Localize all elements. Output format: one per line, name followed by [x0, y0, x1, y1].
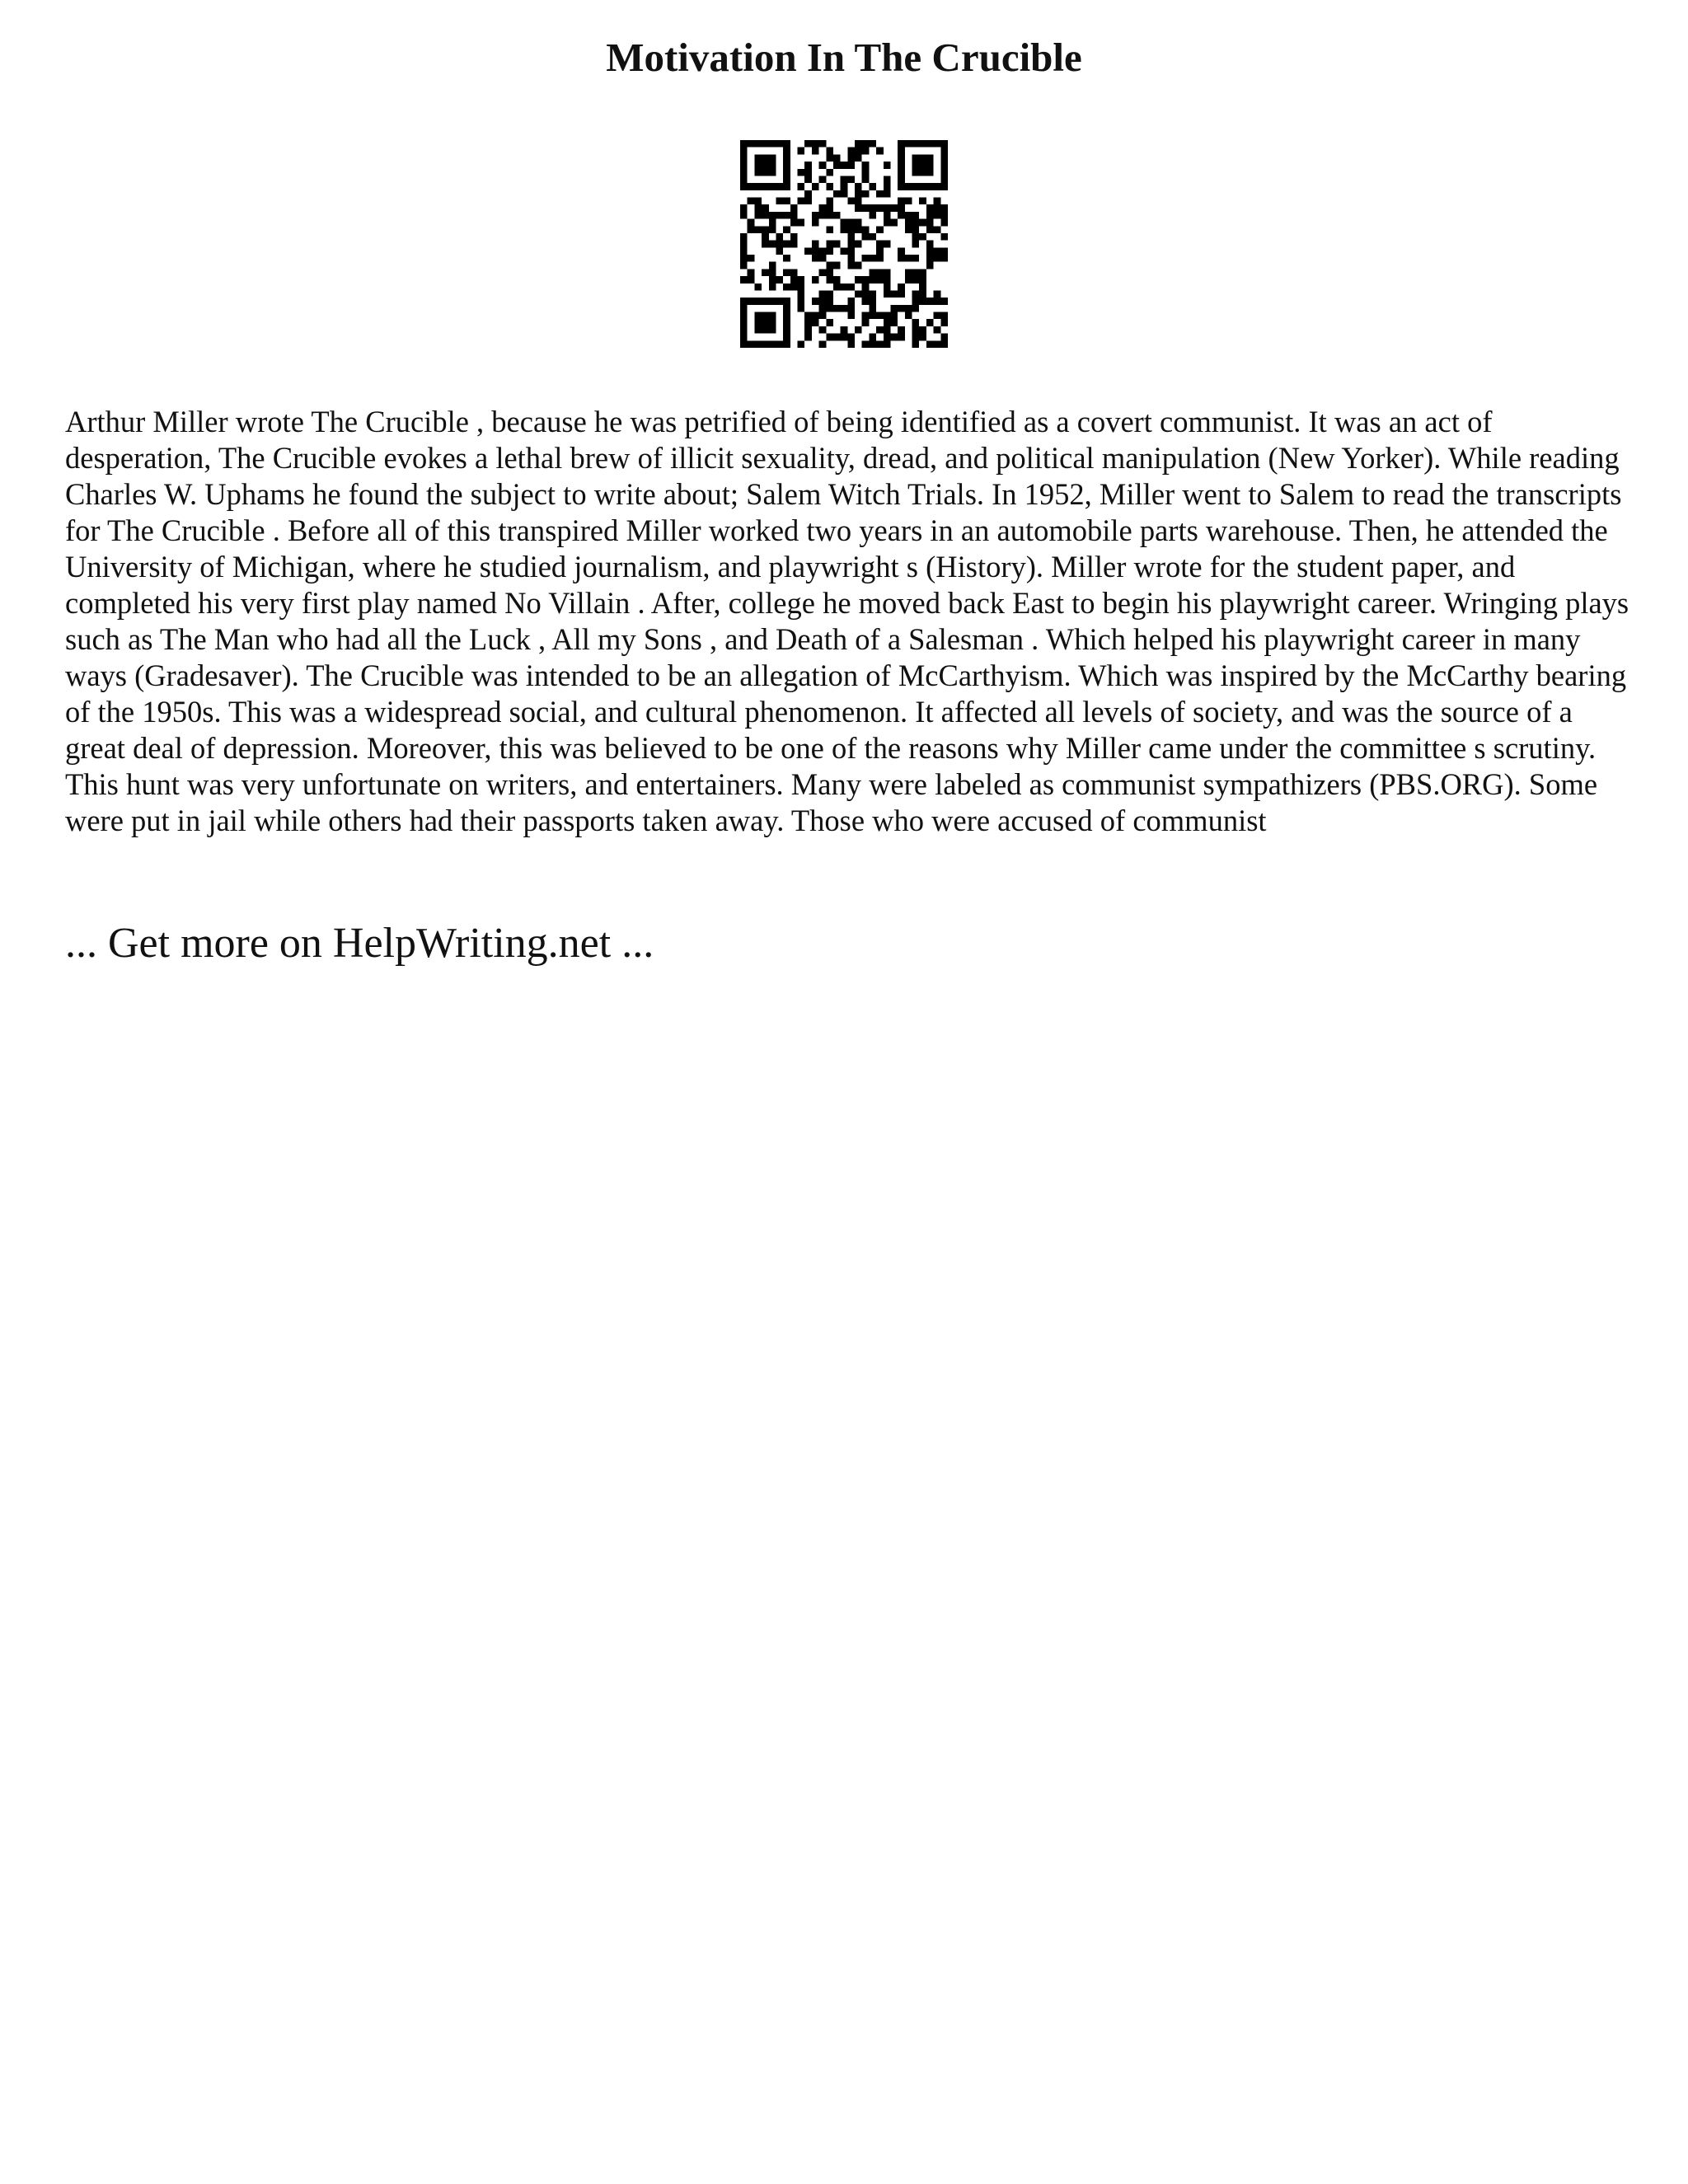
get-more-link[interactable]: ... Get more on HelpWriting.net ...: [65, 920, 654, 967]
essay-paragraph: Arthur Miller wrote The Crucible , because he was petrified of being identified as a covert communist. It was an act of desperation, The Crucible evokes a lethal brew of illicit sexuality, dread, and political manipulation (New Yorker). While reading Charles W. Uphams he found the subject to write about; Salem Witch Trials. In 1952, Miller went to Salem to read the transcripts for The Crucible . Before all of this transpired Miller worked two years in an automobile parts warehouse. Then, he attended the University of Michigan, where he studied journalism, and playwright s (History). Miller wrote for the student paper, and completed his very first play named No Villain . After, college he moved back East to begin his playwright career. Wringing plays such as The Man who had all the Luck , All my Sons , and Death of a Salesman . Which helped his playwright career in many ways (Gradesaver). The Crucible was intended to be an allegation of McCarthyism. Which was inspired by the McCarthy bearing of the 1950s. This was a widespread social, and cultural phenomenon. It affected all levels of society, and was the source of a great deal of depression. Moreover, this was believed to be one of the reasons why Miller came under the committee s scrutiny. This hunt was very unfortunate on writers, and entertainers. Many were labeled as communist sympathizers (PBS.ORG). Some were put in jail while others had their passports taken away. Those who were accused of communist: [65, 405, 1629, 837]
qr-code-icon[interactable]: [740, 140, 948, 348]
document-title: Motivation In The Crucible: [606, 35, 1082, 80]
